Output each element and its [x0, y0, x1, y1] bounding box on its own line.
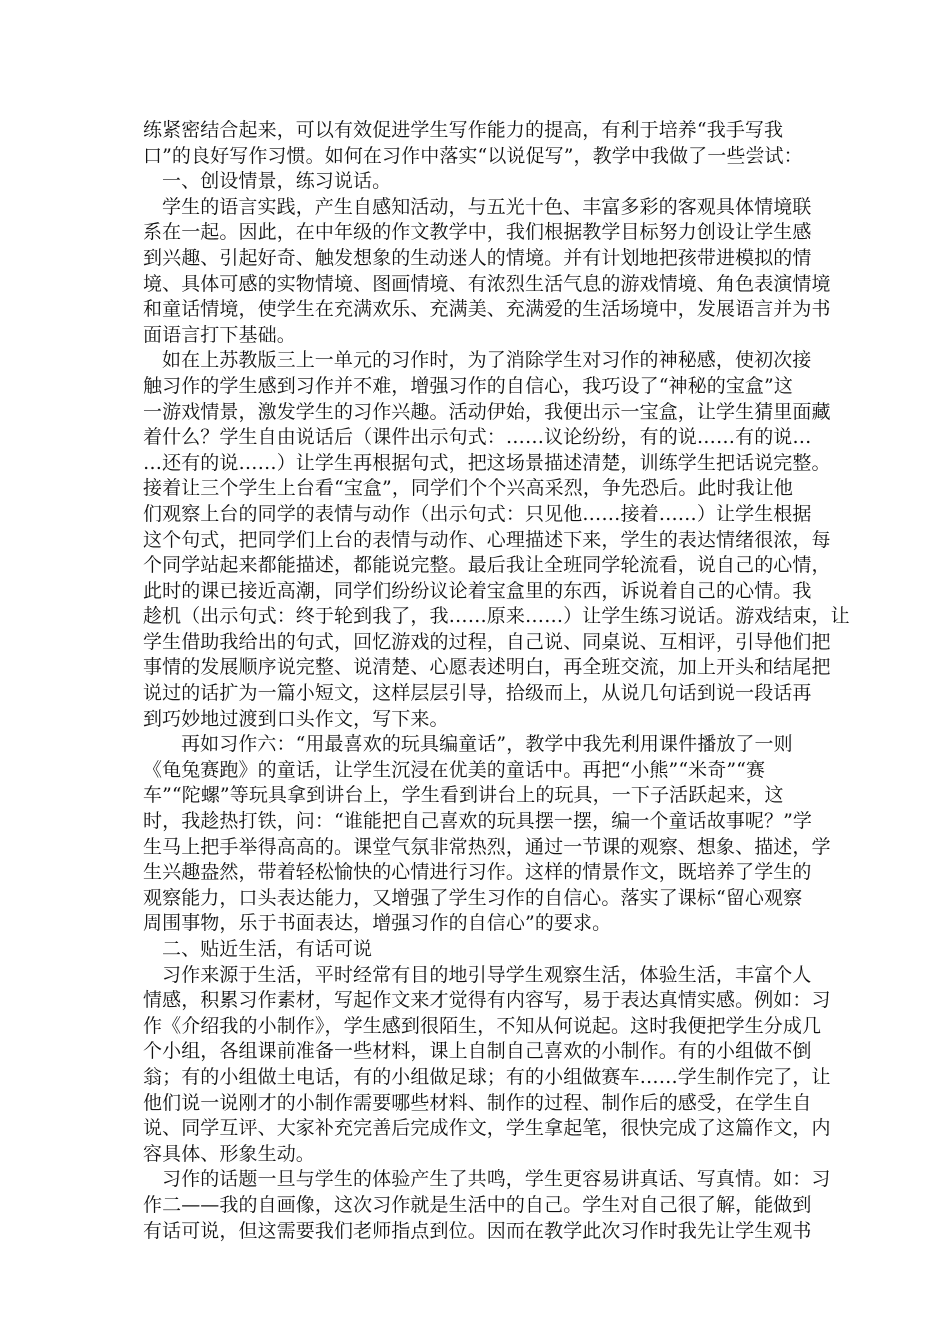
text-line: 事情的发展顺序说完整、说清楚、心愿表述明白，再全班交流，加上开头和结尾把	[143, 656, 831, 679]
text-line: 观察能力，口头表达能力，又增强了学生习作的自信心。落实了课标“留心观察	[143, 886, 803, 909]
text-line: 车”“陀螺”等玩具拿到讲台上，学生看到讲台上的玩具，一下子活跃起来，这	[143, 784, 784, 807]
text-line: 习作的话题一旦与学生的体验产生了共鸣，学生更容易讲真话、写真情。如：习	[162, 1168, 831, 1191]
text-line: 这个句式，把同学们上台的表情与动作、心理描述下来，学生的表达情绪很浓，每	[143, 528, 831, 551]
text-line: 着什么？学生自由说话后（课件出示句式：……议论纷纷，有的说……有的说…	[143, 426, 812, 449]
text-line: 们观察上台的同学的表情与动作（出示句式：只见他……接着……）让学生根据	[143, 502, 812, 525]
text-line: 他们说一说刚才的小制作需要哪些材料、制作的过程、制作后的感受，在学生自	[143, 1091, 812, 1114]
text-line: 到巧妙地过渡到口头作文，写下来。	[143, 707, 449, 730]
text-line: 练紧密结合起来，可以有效促进学生写作能力的提高，有利于培养“我手写我	[143, 119, 784, 141]
text-line: 再如习作六：“用最喜欢的玩具编童话”，教学中我先利用课件播放了一则	[181, 733, 793, 756]
text-line: 和童话情境，使学生在充满欢乐、充满美、充满爱的生活场境中，发展语言并为书	[143, 298, 831, 321]
text-line: 情感，积累习作素材，写起作文来才觉得有内容写，易于表达真情实感。例如：习	[143, 989, 831, 1012]
text-line: 容具体、形象生动。	[143, 1142, 315, 1165]
text-line: 一、创设情景，练习说话。	[162, 170, 392, 193]
text-line: 境、具体可感的实物情境、图画情境、有浓烈生活气息的游戏情境、角色表演情境	[143, 272, 831, 295]
text-line: 此时的课已接近高潮，同学们纷纷议论着宝盒里的东西，诉说着自己的心情。我	[143, 579, 812, 602]
text-line: 一游戏情景，激发学生的习作兴趣。活动伊始，我便出示一宝盒，让学生猜里面藏	[143, 400, 831, 423]
text-line: 《龟兔赛跑》的童话，让学生沉浸在优美的童话中。再把“小熊”“米奇”“赛	[143, 758, 766, 781]
text-line: 个小组，各组课前准备一些材料，课上自制自己喜欢的小制作。有的小组做不倒	[143, 1040, 812, 1063]
text-line: 二、贴近生活，有话可说	[162, 938, 373, 960]
text-line: 个同学站起来都能描述，都能说完整。最后我让全班同学轮流看，说自己的心情，	[143, 554, 831, 577]
text-line: 时，我趁热打铁，问：“谁能把自己喜欢的玩具摆一摆，编一个童话故事呢？”学	[143, 810, 813, 833]
text-line: 习作来源于生活，平时经常有目的地引导学生观察生活，体验生活，丰富个人	[162, 963, 812, 986]
text-line: 系在一起。因此，在中年级的作文教学中，我们根据教学目标努力创设让学生感	[143, 221, 812, 244]
text-line: 作《介绍我的小制作》，学生感到很陌生，不知从何说起。这时我便把学生分成几	[143, 1014, 822, 1037]
text-line: 到兴趣、引起好奇、触发想象的生动迷人的情境。并有计划地把孩带进模拟的情	[143, 246, 812, 269]
text-line: 触习作的学生感到习作并不难，增强习作的自信心，我巧设了“神秘的宝盒”这	[143, 374, 793, 397]
text-line: 翁；有的小组做土电话，有的小组做足球；有的小组做赛车……学生制作完了，让	[143, 1065, 831, 1088]
text-line: 趁机（出示句式：终于轮到我了，我……原来……）让学生练习说话。游戏结束，让	[143, 605, 850, 628]
text-line: 作二——我的自画像，这次习作就是生活中的自己。学生对自己很了解，能做到	[143, 1193, 812, 1216]
text-line: 生马上把手举得高高的。课堂气氛非常热烈，通过一节课的观察、想象、描述，学	[143, 835, 831, 858]
text-line: 面语言打下基础。	[143, 323, 296, 346]
document-body	[143, 118, 850, 1244]
text-line: 学生的语言实践，产生自感知活动，与五光十色、丰富多彩的客观具体情境联	[162, 195, 812, 218]
text-line: 如在上苏教版三上一单元的习作时，为了消除学生对习作的神秘感，使初次接	[162, 349, 812, 372]
text-line: …还有的说……）让学生再根据句式，把这场景描述清楚，训练学生把话说完整。	[143, 451, 831, 474]
text-line: 说过的话扩为一篇小短文，这样层层引导，拾级而上，从说几句话到说一段话再	[143, 682, 812, 705]
text-line: 说、同学互评、大家补充完善后完成作文，学生拿起笔，很快完成了这篇作文，内	[143, 1117, 831, 1140]
text-line: 周围事物，乐于书面表达，增强习作的自信心”的要求。	[143, 912, 612, 935]
text-line: 接着让三个学生上台看“宝盒”，同学们个个兴高采烈，争先恐后。此时我让他	[143, 477, 793, 500]
text-line: 生兴趣盎然，带着轻松愉快的心情进行习作。这样的情景作文，既培养了学生的	[143, 861, 812, 884]
text-line: 口”的良好写作习惯。如何在习作中落实“以说促写”，教学中我做了一些尝试：	[143, 144, 803, 167]
text-line: 学生借助我给出的句式，回忆游戏的过程，自己说、同桌说、互相评，引导他们把	[143, 630, 831, 653]
text-line: 有话可说，但这需要我们老师指点到位。因而在教学此次习作时我先让学生观书	[143, 1219, 812, 1242]
